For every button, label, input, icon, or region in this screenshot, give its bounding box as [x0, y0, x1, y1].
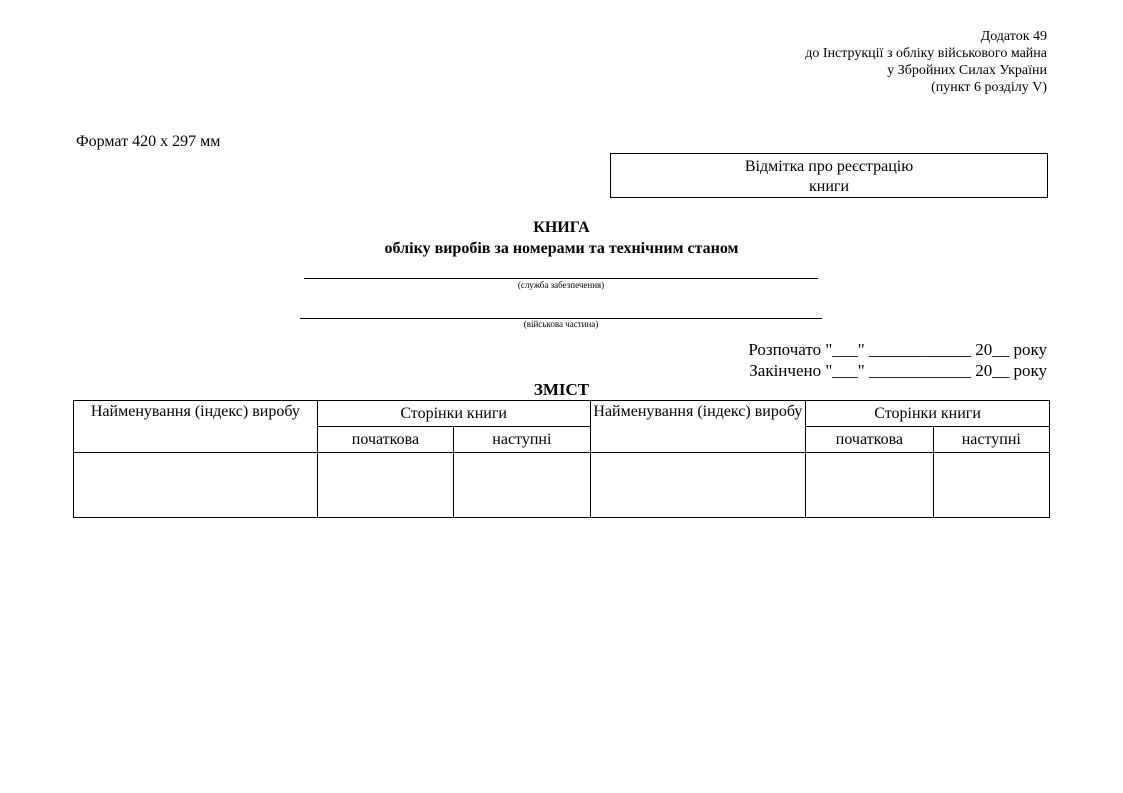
- header-initial-left: початкова: [317, 427, 453, 453]
- unit-field-caption: (військова частина): [523, 319, 599, 329]
- registration-line-2: книги: [808, 178, 850, 195]
- format-label: Формат 420 х 297 мм: [76, 133, 221, 150]
- appendix-line-1: Додаток 49: [980, 29, 1047, 44]
- date-started: Розпочато "___" ____________ 20__ року: [748, 340, 1047, 359]
- header-item-name-left: Найменування (індекс) виробу: [74, 401, 318, 453]
- cell-next-left: [454, 453, 590, 518]
- appendix-line-2: до Інструкції з обліку військового майна: [805, 46, 1047, 61]
- cell-next-right: [933, 453, 1049, 518]
- contents-table: [73, 400, 1050, 518]
- service-field-caption: (служба забезпечення): [517, 280, 605, 290]
- date-finished: Закінчено "___" ____________ 20__ року: [749, 361, 1047, 380]
- date-block: [748, 339, 1047, 381]
- cell-initial-right: [806, 453, 933, 518]
- header-pages-right: Сторінки книги: [806, 401, 1050, 427]
- registration-box: [610, 153, 1048, 198]
- table-header-row: [74, 401, 1050, 427]
- cell-initial-left: [317, 453, 453, 518]
- header-pages-left: Сторінки книги: [317, 401, 590, 427]
- header-item-name-right: Найменування (індекс) виробу: [590, 401, 806, 453]
- cell-item-name-right: [590, 453, 806, 518]
- service-field-line: [304, 278, 818, 279]
- appendix-note: [805, 28, 1047, 96]
- header-next-right: наступні: [933, 427, 1049, 453]
- header-next-left: наступні: [454, 427, 590, 453]
- appendix-line-4: (пункт 6 розділу V): [931, 80, 1047, 95]
- registration-line-1: Відмітка про реєстрацію: [744, 158, 914, 175]
- cell-item-name-left: [74, 453, 318, 518]
- contents-heading: ЗМІСТ: [533, 380, 590, 399]
- book-subtitle: обліку виробів за номерами та технічним станом: [384, 240, 739, 257]
- header-initial-right: початкова: [806, 427, 933, 453]
- book-title: КНИГА: [533, 219, 590, 236]
- appendix-line-3: у Збройних Силах України: [887, 63, 1047, 78]
- table-row: [74, 453, 1050, 518]
